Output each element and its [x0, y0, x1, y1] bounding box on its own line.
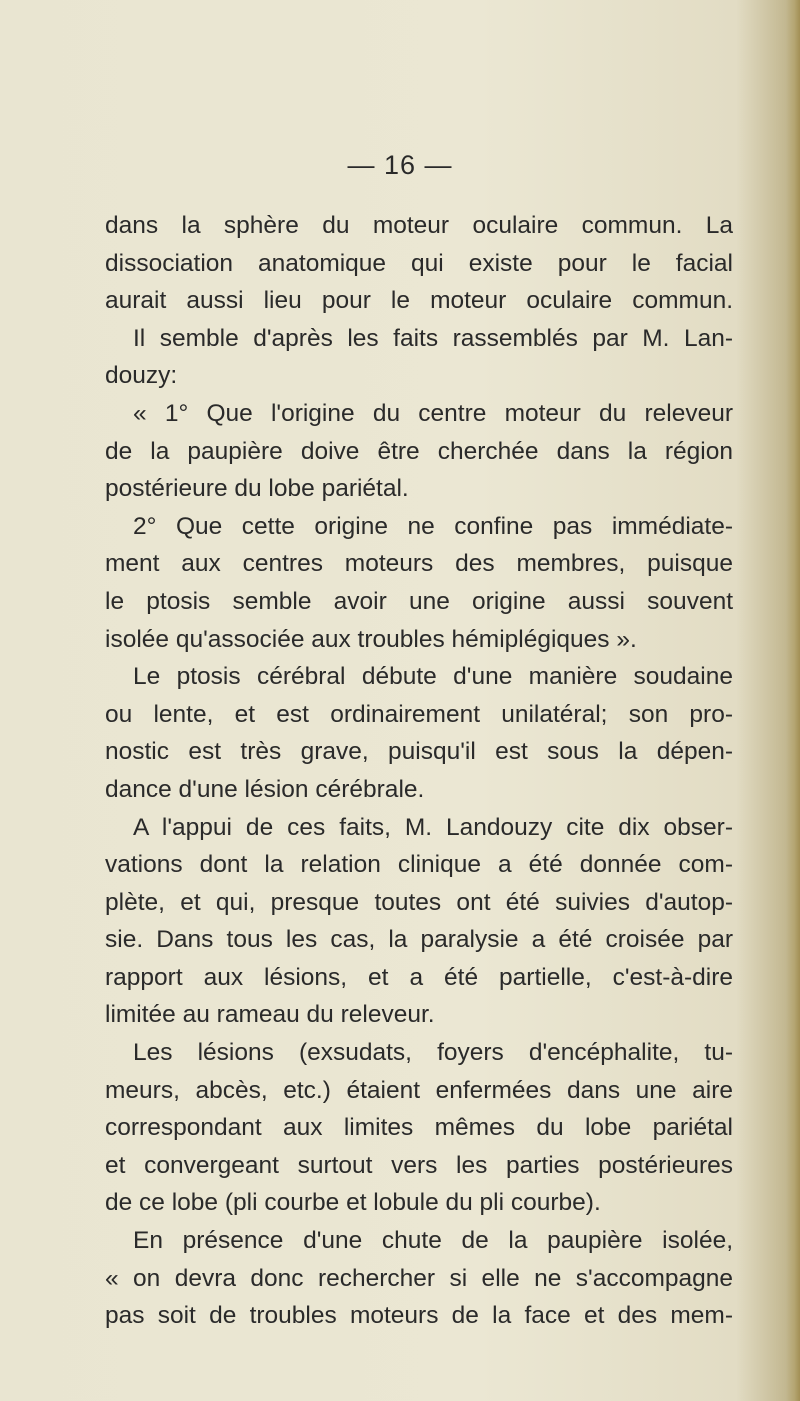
- text-line: correspondant aux limites mêmes du lobe pariétal: [105, 1114, 733, 1142]
- text-line: meurs, abcès, etc.) étaient enfermées dans une aire: [105, 1076, 733, 1104]
- text-line: rapport aux lésions, et a été partielle, c'est-à-dire: [105, 963, 733, 991]
- text-line: Le ptosis cérébral débute d'une manière soudaine: [133, 663, 733, 691]
- text-line: Il semble d'après les faits rassemblés par M. Lan-: [133, 324, 733, 352]
- text-line: vations dont la relation clinique a été donnée com-: [105, 851, 733, 879]
- text-line: et convergeant surtout vers les parties postérieures: [105, 1151, 733, 1179]
- text-line: sie. Dans tous les cas, la paralysie a été croisée par: [105, 926, 733, 954]
- text-line: postérieure du lobe pariétal.: [105, 475, 409, 503]
- text-line: En présence d'une chute de la paupière isolée,: [133, 1227, 733, 1255]
- text-line: limitée au rameau du releveur.: [105, 1001, 435, 1029]
- text-line: le ptosis semble avoir une origine aussi souvent: [105, 587, 733, 615]
- page-number: — 16 —: [347, 150, 453, 180]
- text-line: Les lésions (exsudats, foyers d'encéphalite, tu-: [133, 1039, 733, 1067]
- text-line: nostic est très grave, puisqu'il est sous la dépen-: [105, 738, 733, 766]
- text-line: isolée qu'associée aux troubles hémiplégiques ».: [105, 625, 637, 653]
- text-line: A l'appui de ces faits, M. Landouzy cite dix obser-: [133, 813, 733, 841]
- text-line: aurait aussi lieu pour le moteur oculaire commun.: [105, 287, 733, 315]
- text-line: de ce lobe (pli courbe et lobule du pli courbe).: [105, 1189, 601, 1217]
- body-text: [105, 207, 733, 1335]
- text-line: de la paupière doive être cherchée dans la région: [105, 437, 733, 465]
- text-line: ou lente, et est ordinairement unilatéral; son pro-: [105, 700, 733, 728]
- text-line: « on devra donc rechercher si elle ne s'accompagne: [105, 1264, 733, 1292]
- text-line: dance d'une lésion cérébrale.: [105, 775, 425, 803]
- text-line: plète, et qui, presque toutes ont été suivies d'autop-: [105, 888, 733, 916]
- text-line: ment aux centres moteurs des membres, puisque: [105, 550, 733, 578]
- text-line: 2° Que cette origine ne confine pas immédiate-: [133, 512, 733, 540]
- text-line: pas soit de troubles moteurs de la face et des mem-: [105, 1302, 733, 1330]
- page-edge-shadow: [786, 0, 800, 1401]
- text-line: douzy:: [105, 362, 178, 390]
- text-line: « 1° Que l'origine du centre moteur du releveur: [133, 399, 733, 427]
- text-line: dans la sphère du moteur oculaire commun. La: [105, 212, 733, 239]
- text-line: dissociation anatomique qui existe pour le facial: [105, 249, 733, 277]
